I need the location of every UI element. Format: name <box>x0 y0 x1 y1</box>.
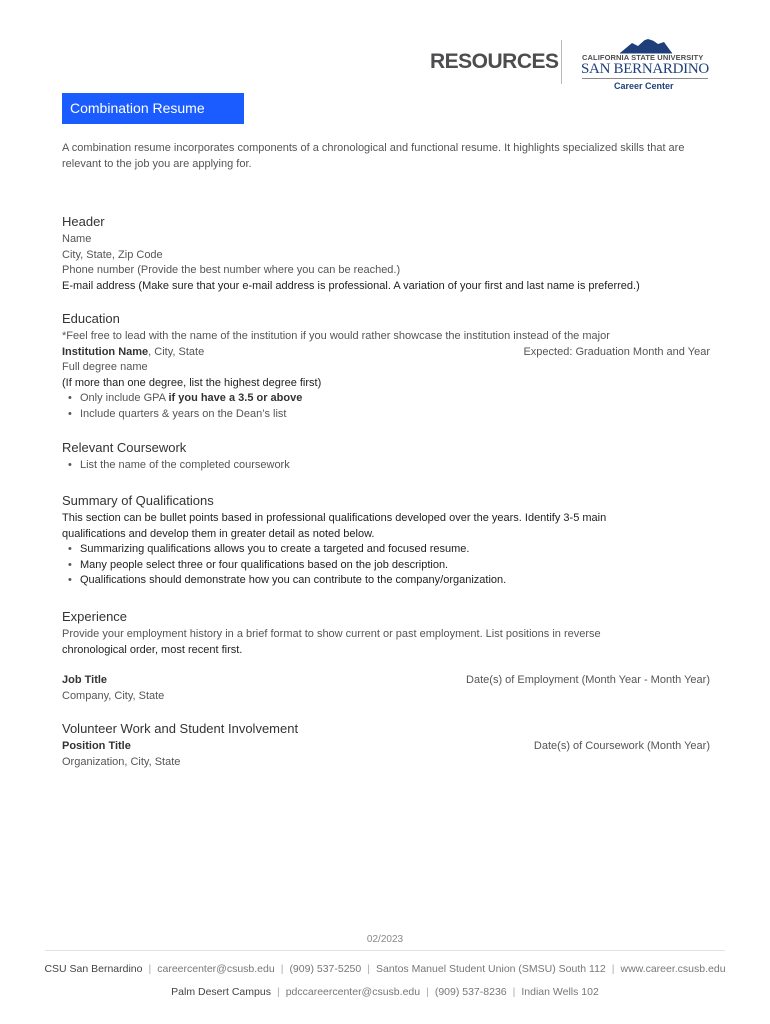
volunteer-section <box>62 721 710 770</box>
footer-email[interactable]: pdccareercenter@csusb.edu <box>285 986 421 998</box>
education-heading: Education <box>62 311 120 326</box>
footer-location: Indian Wells 102 <box>521 986 599 998</box>
logo-campus-text: SAN BERNARDINO <box>581 61 709 77</box>
header-email: E-mail address (Make sure that your e-mail address is professional. A variation of your first and last name is preferred.) <box>62 279 640 292</box>
experience-company: Company, City, State <box>62 689 165 702</box>
volunteer-dates: Date(s) of Coursework (Month Year) <box>533 740 710 752</box>
footer-website-link[interactable]: www.career.csusb.edu <box>620 963 726 975</box>
education-institution: Institution Name, City, State <box>62 345 205 358</box>
footer-campus: CSU San Bernardino <box>44 963 143 975</box>
coursework-heading: Relevant Coursework <box>62 440 187 455</box>
footer-phone: (909) 537-8236 <box>434 986 507 998</box>
volunteer-position: Position Title <box>62 740 131 752</box>
experience-job-title: Job Title <box>62 674 108 686</box>
footer-phone: (909) 537-5250 <box>289 963 362 975</box>
logo-rule <box>582 78 708 79</box>
list-item: • List the name of the completed coursework <box>62 458 710 474</box>
experience-section <box>62 609 710 704</box>
volunteer-heading: Volunteer Work and Student Involvement <box>62 721 299 736</box>
footer-email[interactable]: careercenter@csusb.edu <box>157 963 275 975</box>
intro-paragraph: A combination resume incorporates components of a chronological and functional resume. It highlights specialized skills that are relevant to the job you are applying for. <box>62 142 685 170</box>
mountain-logo-icon <box>618 34 674 54</box>
footer-location: Santos Manuel Student Union (SMSU) South 112 <box>375 963 606 975</box>
experience-heading: Experience <box>62 609 128 624</box>
list-item: • Include quarters & years on the Dean’s list <box>62 407 710 423</box>
list-item: • Only include GPA if you have a 3.5 or above <box>62 391 710 407</box>
experience-line-2: chronological order, most recent first. <box>62 643 243 656</box>
footer-palm-desert: Palm Desert Campus | pdccareercenter@csusb.edu | (909) 537-8236 | Indian Wells 102 <box>171 986 599 998</box>
summary-line-1: This section can be bullet points based in professional qualifications developed over the years. Identify 3-5 main <box>62 512 607 524</box>
brand-divider <box>561 40 562 84</box>
experience-job-row <box>62 673 710 689</box>
education-section <box>62 311 710 422</box>
header-heading: Header <box>62 214 105 229</box>
summary-heading: Summary of Qualifications <box>62 493 214 508</box>
education-multi: (If more than one degree, list the highest degree first) <box>62 376 322 389</box>
csusb-logo <box>580 34 710 94</box>
footer-main-campus: CSU San Bernardino | careercenter@csusb.edu | (909) 537-5250 | Santos Manuel Student Union (SMSU) South 112 | www.career.csusb.edu <box>44 963 726 975</box>
coursework-section <box>62 440 710 474</box>
experience-line-1: Provide your employment history in a brief format to show current or past employment. List positions in reverse <box>62 628 601 640</box>
header-city: City, State, Zip Code <box>62 248 163 261</box>
header-section <box>62 214 710 294</box>
education-expected: Expected: Graduation Month and Year <box>523 345 710 358</box>
header-phone: Phone number (Provide the best number where you can be reached.) <box>62 264 401 276</box>
volunteer-position-row <box>62 739 710 755</box>
resources-title: RESOURCES <box>430 50 559 73</box>
education-note: *Feel free to lead with the name of the institution if you would rather showcase the institution instead of the major <box>62 330 610 342</box>
experience-dates: Date(s) of Employment (Month Year - Month Year) <box>466 674 710 686</box>
header-name: Name <box>62 233 92 245</box>
page-title: Combination Resume <box>62 93 244 124</box>
summary-section <box>62 493 710 589</box>
list-item: • Qualifications should demonstrate how you can contribute to the company/organization. <box>62 573 710 589</box>
footer-divider <box>45 950 725 951</box>
logo-career-center: Career Center <box>614 81 674 91</box>
education-degree: Full degree name <box>62 361 148 373</box>
footer-campus: Palm Desert Campus <box>171 986 271 998</box>
education-institution-row <box>62 345 710 361</box>
summary-line-2: qualifications and develop them in greater detail as noted below. <box>62 527 375 540</box>
volunteer-org: Organization, City, State <box>62 755 181 768</box>
date-stamp: 02/2023 <box>366 934 404 945</box>
list-item: • Many people select three or four qualifications based on the job description. <box>62 558 710 574</box>
list-item: • Summarizing qualifications allows you to create a targeted and focused resume. <box>62 542 710 558</box>
logo-university-text: CALIFORNIA STATE UNIVERSITY <box>582 53 704 62</box>
